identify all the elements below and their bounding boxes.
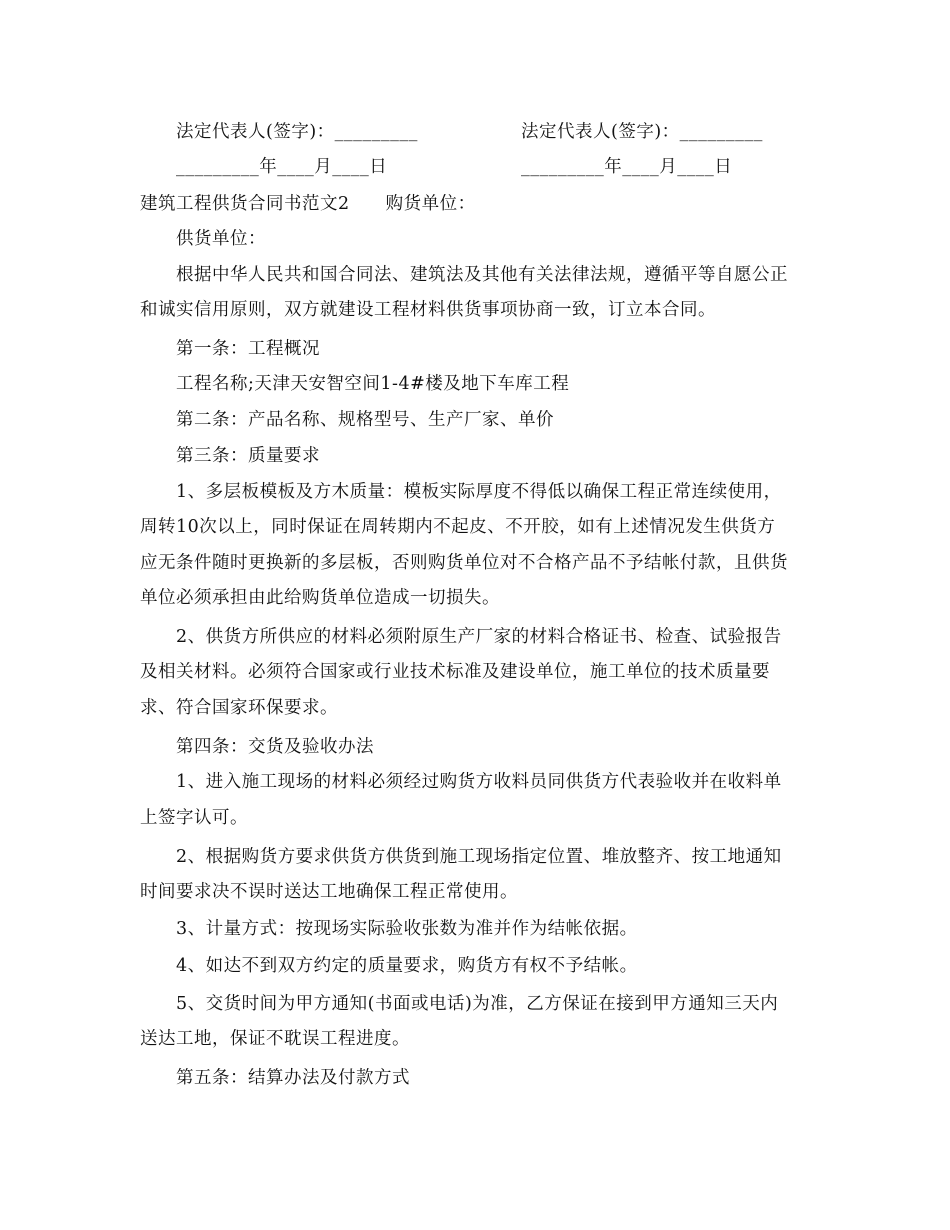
- article-3-heading: 第三条：质量要求: [176, 446, 320, 466]
- article-5-heading: 第五条：结算办法及付款方式: [176, 1068, 410, 1088]
- signature-right-rep: 法定代表人(签字)：_________: [521, 122, 763, 142]
- doc-title-line: 建筑工程供货合同书范文2 购货单位：: [140, 194, 476, 214]
- signature-left-rep: 法定代表人(签字)：_________: [176, 122, 418, 142]
- supplier-label: 供货单位：: [176, 229, 266, 249]
- quality-1-line-4: 单位必须承担由此给购货单位造成一切损失。: [140, 588, 500, 608]
- quality-2-line-2: 及相关材料。必须符合国家或行业技术标准及建设单位，施工单位的技术质量要: [140, 662, 770, 682]
- quality-1-line-2: 周转10次以上，同时保证在周转期内不起皮、不开胶，如有上述情况发生供货方: [140, 517, 776, 537]
- article-2-heading: 第二条：产品名称、规格型号、生产厂家、单价: [176, 410, 554, 430]
- signature-right-date: _________年____月____日: [521, 157, 733, 177]
- article-1-heading: 第一条：工程概况: [176, 339, 320, 359]
- delivery-1-line-1: 1、进入施工现场的材料必须经过购货方收料员同供货方代表验收并在收料单: [176, 772, 782, 792]
- quality-1-line-1: 1、多层板模板及方木质量：模板实际厚度不得低以确保工程正常连续使用，: [176, 482, 782, 502]
- article-4-heading: 第四条：交货及验收办法: [176, 737, 374, 757]
- delivery-2-line-1: 2、根据购货方要求供货方供货到施工现场指定位置、堆放整齐、按工地通知: [176, 847, 782, 867]
- delivery-2-line-2: 时间要求决不误时送达工地确保工程正常使用。: [140, 882, 518, 902]
- signature-left-date: _________年____月____日: [176, 157, 388, 177]
- delivery-1-line-2: 上签字认可。: [140, 808, 248, 828]
- quality-2-line-3: 求、符合国家环保要求。: [140, 698, 338, 718]
- intro-line-1: 根据中华人民共和国合同法、建筑法及其他有关法律法规，遵循平等自愿公正: [176, 265, 788, 285]
- delivery-5-line-2: 送达工地，保证不耽误工程进度。: [140, 1029, 410, 1049]
- delivery-3: 3、计量方式：按现场实际验收张数为准并作为结帐依据。: [176, 919, 638, 939]
- intro-line-2: 和诚实信用原则，双方就建设工程材料供货事项协商一致，订立本合同。: [140, 300, 716, 320]
- quality-2-line-1: 2、供货方所供应的材料必须附原生产厂家的材料合格证书、检查、试验报告: [176, 627, 782, 647]
- project-name: 工程名称;天津天安智空间1-4#楼及地下车库工程: [176, 374, 570, 394]
- delivery-5-line-1: 5、交货时间为甲方通知(书面或电话)为准，乙方保证在接到甲方通知三天内: [176, 994, 779, 1014]
- quality-1-line-3: 应无条件随时更换新的多层板，否则购货单位对不合格产品不予结帐付款，且供货: [140, 553, 788, 573]
- delivery-4: 4、如达不到双方约定的质量要求，购货方有权不予结帐。: [176, 956, 638, 976]
